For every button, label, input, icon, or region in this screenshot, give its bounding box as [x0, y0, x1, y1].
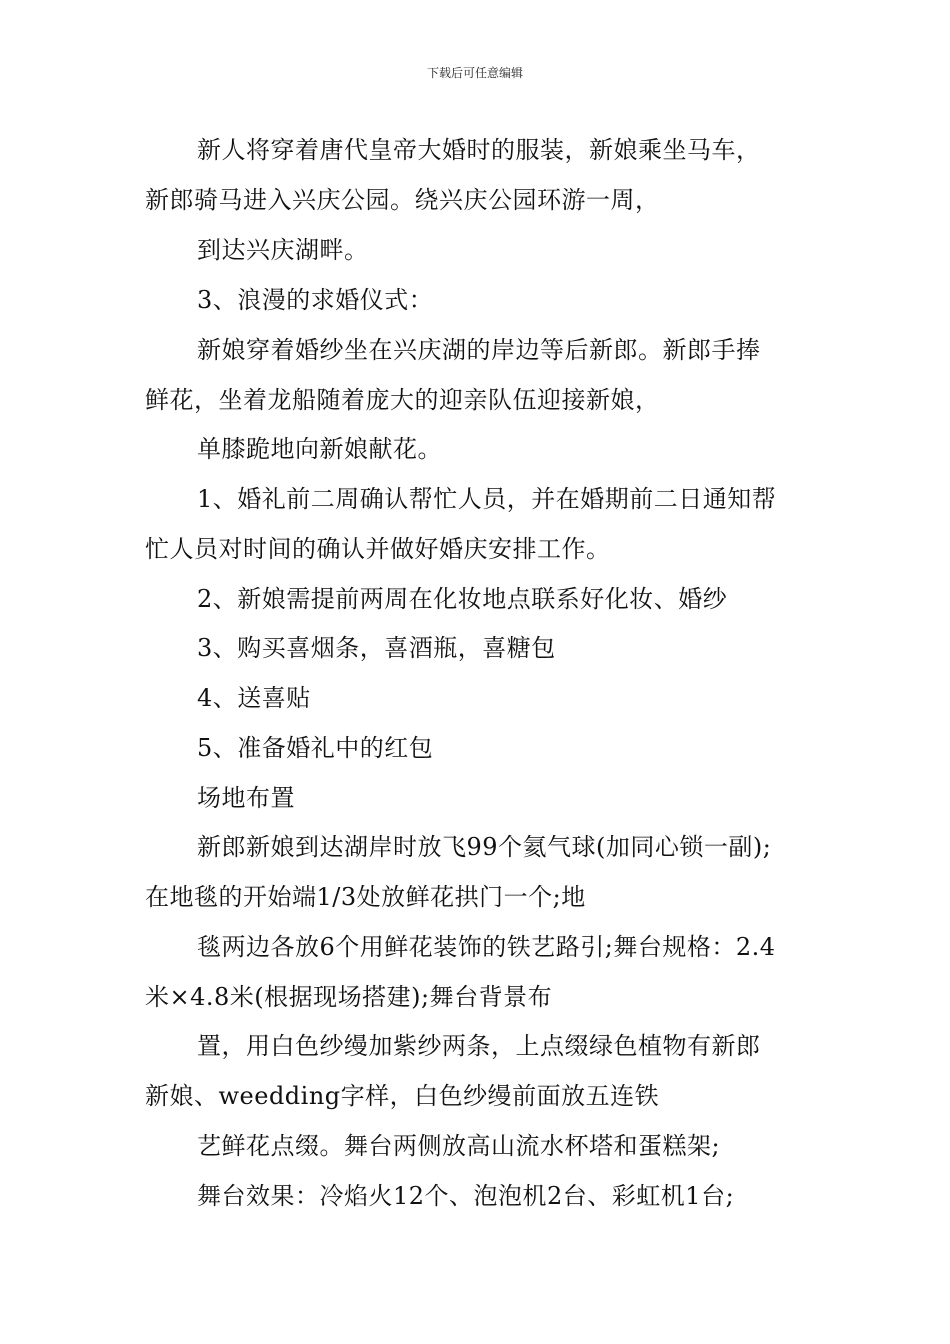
paragraph-line: 新郎骑马进入兴庆公园。绕兴庆公园环游一周， — [145, 186, 660, 214]
paragraph-line: 置，用白色纱缦加紫纱两条，上点缀绿色植物有新郎 — [197, 1032, 761, 1060]
paragraph-line: 毯两边各放6个用鲜花装饰的铁艺路引;舞台规格：2.4 — [197, 933, 776, 961]
list-item: 1、婚礼前二周确认帮忙人员，并在婚期前二日通知帮 — [197, 485, 777, 513]
paragraph-line: 到达兴庆湖畔。 — [197, 236, 369, 264]
paragraph-line: 米×4.8米(根据现场搭建);舞台背景布 — [145, 983, 553, 1011]
paragraph-line: 舞台效果：冷焰火12个、泡泡机2台、彩虹机1台; — [197, 1182, 735, 1210]
paragraph-line: 在地毯的开始端1/3处放鲜花拱门一个;地 — [145, 883, 586, 911]
paragraph-line: 新郎新娘到达湖岸时放飞99个氦气球(加同心锁一副); — [197, 833, 772, 861]
section-heading: 场地布置 — [197, 784, 295, 812]
list-item: 4、送喜贴 — [197, 684, 311, 712]
paragraph-line: 单膝跪地向新娘献花。 — [197, 435, 442, 463]
paragraph-line: 艺鲜花点缀。舞台两侧放高山流水杯塔和蛋糕架; — [197, 1132, 721, 1160]
paragraph-line: 新人将穿着唐代皇帝大婚时的服装，新娘乘坐马车， — [197, 136, 761, 164]
list-item: 2、新娘需提前两周在化妆地点联系好化妆、婚纱 — [197, 585, 728, 613]
section-heading: 3、浪漫的求婚仪式： — [197, 286, 434, 314]
paragraph-line: 鲜花，坐着龙船随着庞大的迎亲队伍迎接新娘， — [145, 386, 660, 414]
paragraph-line: 新娘、weedding字样，白色纱缦前面放五连铁 — [145, 1082, 660, 1110]
list-item: 5、准备婚礼中的红包 — [197, 734, 434, 762]
page-header: 下载后可任意编辑 — [426, 66, 523, 80]
list-item: 3、购买喜烟条，喜酒瓶，喜糖包 — [197, 634, 556, 662]
paragraph-line: 新娘穿着婚纱坐在兴庆湖的岸边等后新郎。新郎手捧 — [197, 336, 761, 364]
list-item-continuation: 忙人员对时间的确认并做好婚庆安排工作。 — [145, 535, 611, 563]
